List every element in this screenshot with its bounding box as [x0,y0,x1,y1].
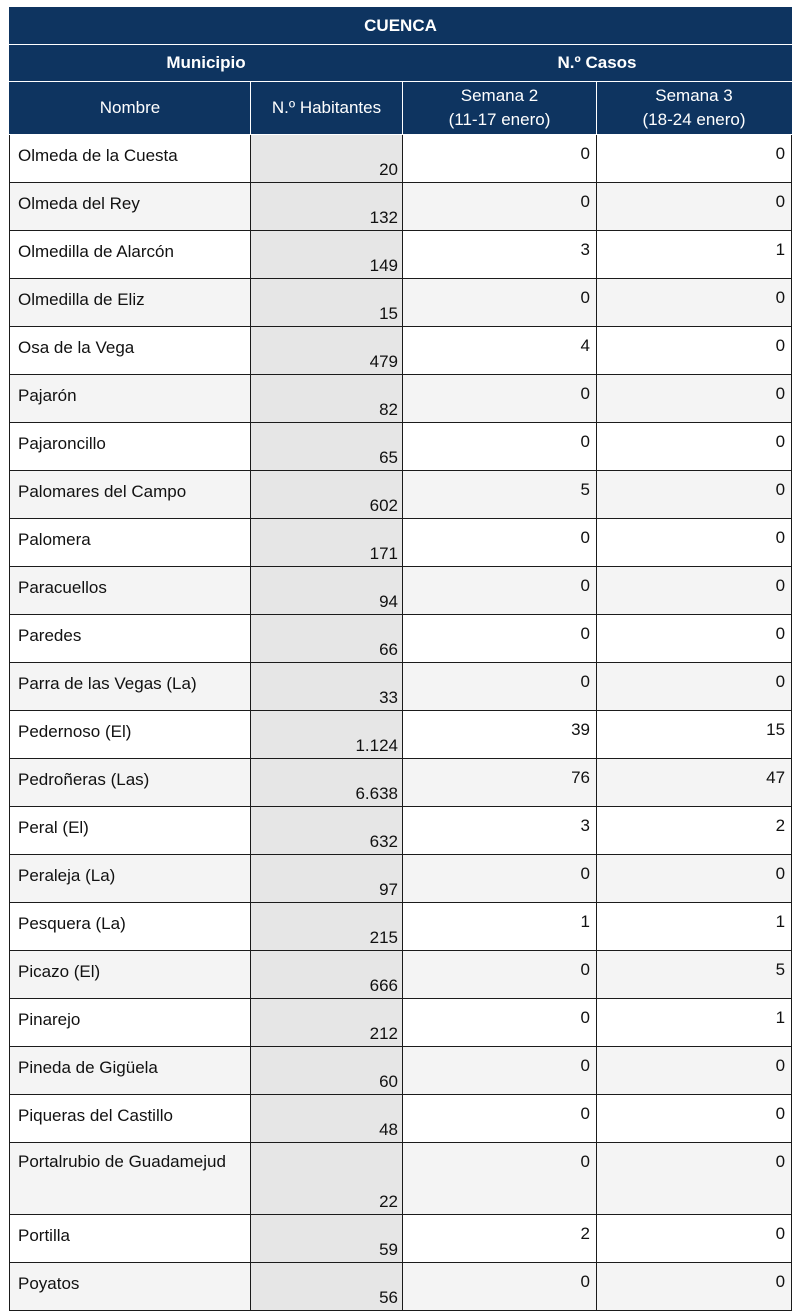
municipality-name-cell: Picazo (El) [10,951,251,999]
table-row [10,855,792,903]
municipality-name-cell: Olmedilla de Alarcón [10,231,251,279]
population-cell: 15 [251,279,403,327]
group-header-casos: N.º Casos [403,45,792,82]
table-title: CUENCA [10,8,792,45]
municipality-name-cell: Pajaroncillo [10,423,251,471]
table-row [10,1143,792,1215]
population-cell: 82 [251,375,403,423]
cases-week2-cell: 2 [403,1215,597,1263]
table-row [10,1047,792,1095]
table-row [10,999,792,1047]
municipality-name-cell: Pinarejo [10,999,251,1047]
cases-week2-cell: 39 [403,711,597,759]
municipality-name-cell: Palomares del Campo [10,471,251,519]
population-cell: 56 [251,1263,403,1311]
table-row [10,615,792,663]
population-cell: 94 [251,567,403,615]
table-row [10,903,792,951]
cases-week2-cell: 0 [403,951,597,999]
municipality-name-cell: Pedroñeras (Las) [10,759,251,807]
population-cell: 97 [251,855,403,903]
population-cell: 632 [251,807,403,855]
table-row [10,567,792,615]
column-header-semana2 [403,82,597,135]
municipality-name-cell: Parra de las Vegas (La) [10,663,251,711]
cases-week3-cell: 5 [597,951,792,999]
population-cell: 602 [251,471,403,519]
cases-week2-cell: 1 [403,903,597,951]
population-cell: 22 [251,1143,403,1215]
table-row [10,1263,792,1311]
municipality-name-cell: Olmeda de la Cuesta [10,135,251,183]
cases-week3-cell: 0 [597,1095,792,1143]
cases-week3-cell: 1 [597,903,792,951]
cases-week3-cell: 2 [597,807,792,855]
cases-week2-cell: 0 [403,375,597,423]
table-row [10,135,792,183]
column-header-semana3 [597,82,792,135]
cases-week2-cell: 0 [403,615,597,663]
municipality-name-cell: Paracuellos [10,567,251,615]
table-row [10,951,792,999]
cases-week3-cell: 0 [597,1263,792,1311]
municipality-name-cell: Poyatos [10,1263,251,1311]
cases-week3-cell: 47 [597,759,792,807]
cases-week3-cell: 0 [597,279,792,327]
cases-week3-cell: 1 [597,999,792,1047]
cases-week2-cell: 0 [403,663,597,711]
cases-week3-cell: 0 [597,567,792,615]
cases-week2-cell: 3 [403,231,597,279]
municipality-name-cell: Osa de la Vega [10,327,251,375]
cases-week2-cell: 0 [403,567,597,615]
cases-week2-cell: 0 [403,855,597,903]
column-header-habitantes: N.º Habitantes [251,82,403,135]
cases-week2-cell: 4 [403,327,597,375]
table-row [10,663,792,711]
cases-week3-cell: 1 [597,231,792,279]
population-cell: 1.124 [251,711,403,759]
cases-week2-cell: 0 [403,1263,597,1311]
cases-week3-cell: 0 [597,1215,792,1263]
cases-week2-cell: 0 [403,423,597,471]
population-cell: 65 [251,423,403,471]
cases-week3-cell: 0 [597,1047,792,1095]
cases-week2-cell: 76 [403,759,597,807]
cases-week3-cell: 0 [597,327,792,375]
municipality-name-cell: Peral (El) [10,807,251,855]
group-header-municipio: Municipio [10,45,403,82]
table-row [10,711,792,759]
cases-week2-cell: 0 [403,135,597,183]
table-body [10,135,792,1311]
table-row [10,759,792,807]
column-header-nombre: Nombre [10,82,251,135]
population-cell: 132 [251,183,403,231]
population-cell: 171 [251,519,403,567]
population-cell: 479 [251,327,403,375]
cases-week3-cell: 0 [597,135,792,183]
population-cell: 20 [251,135,403,183]
municipality-name-cell: Portalrubio de Guadamejud [10,1143,251,1215]
population-cell: 6.638 [251,759,403,807]
municipality-name-cell: Piqueras del Castillo [10,1095,251,1143]
cases-table [9,7,792,1311]
table-row [10,807,792,855]
cases-week3-cell: 0 [597,471,792,519]
cases-week2-cell: 3 [403,807,597,855]
municipality-name-cell: Pajarón [10,375,251,423]
table-row [10,519,792,567]
cases-week3-cell: 0 [597,1143,792,1215]
population-cell: 60 [251,1047,403,1095]
cases-week3-cell: 0 [597,663,792,711]
municipality-name-cell: Paredes [10,615,251,663]
table-row [10,375,792,423]
table-row [10,183,792,231]
cases-week2-cell: 0 [403,1143,597,1215]
population-cell: 59 [251,1215,403,1263]
table-row [10,471,792,519]
municipality-name-cell: Peraleja (La) [10,855,251,903]
population-cell: 33 [251,663,403,711]
cases-week3-cell: 0 [597,519,792,567]
table-row [10,1215,792,1263]
municipality-name-cell: Olmeda del Rey [10,183,251,231]
population-cell: 666 [251,951,403,999]
cases-week2-cell: 0 [403,183,597,231]
municipality-name-cell: Pineda de Gigüela [10,1047,251,1095]
semana3-label: Semana 3 [655,86,733,105]
cases-week2-cell: 0 [403,1047,597,1095]
municipality-name-cell: Olmedilla de Eliz [10,279,251,327]
municipality-name-cell: Palomera [10,519,251,567]
semana3-dates: (18-24 enero) [642,110,746,129]
cases-week2-cell: 0 [403,1095,597,1143]
municipality-name-cell: Pesquera (La) [10,903,251,951]
table-row [10,1095,792,1143]
municipality-name-cell: Pedernoso (El) [10,711,251,759]
semana2-label: Semana 2 [460,86,539,105]
population-cell: 149 [251,231,403,279]
population-cell: 66 [251,615,403,663]
cases-week3-cell: 0 [597,375,792,423]
cases-week3-cell: 0 [597,615,792,663]
cases-week3-cell: 0 [597,423,792,471]
cases-week3-cell: 0 [597,855,792,903]
table-row [10,231,792,279]
cases-week2-cell: 5 [403,471,597,519]
cases-week3-cell: 15 [597,711,792,759]
municipality-name-cell: Portilla [10,1215,251,1263]
cases-week2-cell: 0 [403,999,597,1047]
table-row [10,423,792,471]
population-cell: 212 [251,999,403,1047]
population-cell: 215 [251,903,403,951]
table-row [10,327,792,375]
population-cell: 48 [251,1095,403,1143]
cases-week2-cell: 0 [403,519,597,567]
semana2-dates: (11-17 enero) [448,110,551,129]
cases-week3-cell: 0 [597,183,792,231]
cases-week2-cell: 0 [403,279,597,327]
table-row [10,279,792,327]
